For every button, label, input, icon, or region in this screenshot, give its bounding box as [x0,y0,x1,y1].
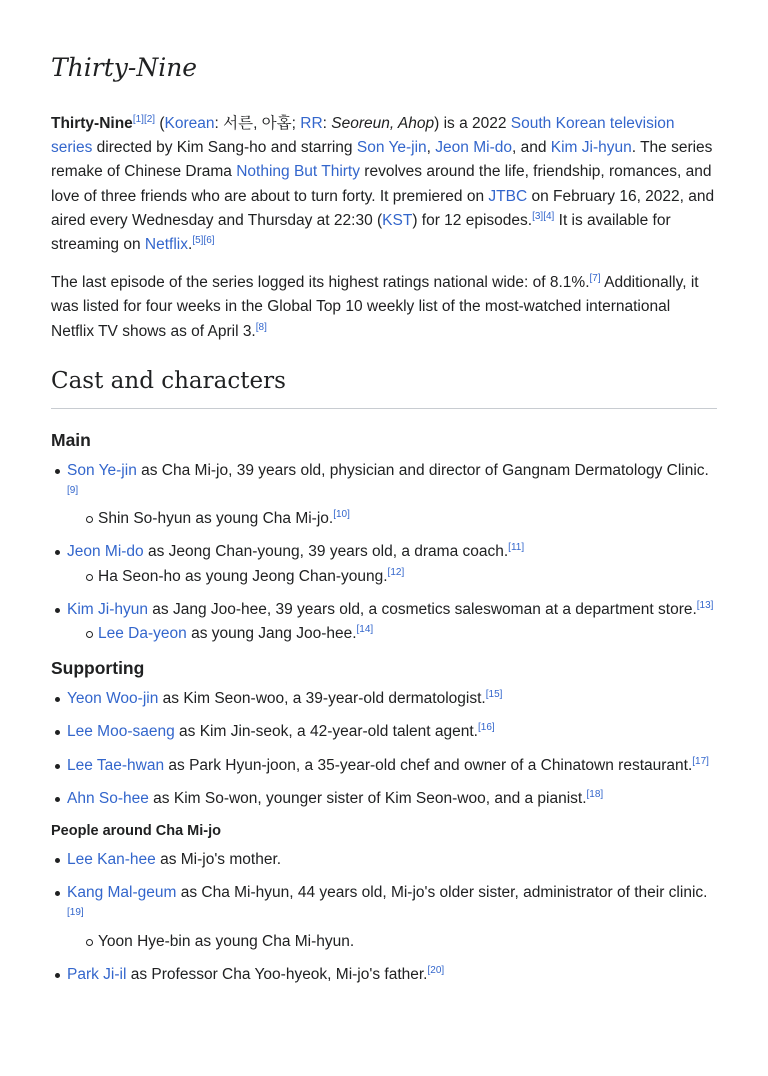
article [0,52,768,1076]
page-title: Thirty-Nine [51,53,198,82]
ref-link[interactable]: [13] [696,599,714,611]
ref-link[interactable]: [14] [356,623,374,635]
role-text: as Cha Mi-hyun, 44 years old, Mi-jo's older sister, administrator of their clinic. [176,884,708,902]
ref-link[interactable]: [10] [333,509,350,521]
role-text: as Mi-jo's mother. [155,851,282,869]
actor-link[interactable]: Lee Moo-saeng [67,723,175,741]
role-text: Yoon Hye-bin as young Cha Mi-hyun. [98,932,355,950]
ref-link[interactable]: [7] [589,273,601,285]
ref-link[interactable]: [18] [586,788,604,800]
role-text: as young Jang Joo-hee. [186,625,357,643]
kst-link[interactable]: KST [382,211,413,229]
subsection-heading-supporting: Supporting [51,658,145,679]
section-heading-cast: Cast and characters [51,366,717,409]
star-link[interactable]: Kim Ji-hyun [550,139,632,157]
ratings-paragraph [51,271,717,344]
actor-link[interactable]: Son Ye-jin [67,461,137,479]
list-item [67,540,717,588]
ref-link[interactable]: [20] [427,964,445,976]
role-text: as Park Hyun-joon, a 35-year-old chef and owner of a Chinatown restaurant. [164,756,693,774]
intro-paragraph [51,112,717,257]
role-text: as Kim Jin-seok, a 42-year-old talent agent. [174,723,478,741]
list-item [67,848,717,872]
intro-text: . The series remake of Chinese Drama [51,139,713,181]
intro-text: : 서른, 아홉; [214,115,301,132]
actor-link[interactable]: Kim Ji-hyun [67,600,148,618]
intro-text: . [188,236,193,254]
actor-link[interactable]: Park Ji-il [67,965,127,983]
list-item [67,881,717,954]
intro-text: ) for 12 episodes. [412,211,533,229]
intro-text: on February 16, 2022, and aired every Wednesday and Thursday at 22:30 ( [51,187,715,229]
ratings-text: The last episode of the series logged its highest ratings national wide: of 8.1%. [51,274,590,292]
supporting-cast-list [51,687,717,811]
list-item [67,787,717,811]
list-item [67,687,717,711]
intro-text: ( [155,115,165,132]
actor-link[interactable]: Kang Mal-geum [67,884,177,902]
role-text: as Kim Seon-woo, a 39-year-old dermatologist. [158,690,486,708]
sub-list-item [98,622,717,646]
list-item [67,963,717,987]
role-text: Ha Seon-ho as young Jeong Chan-young. [98,567,388,585]
ref-link[interactable]: [1] [132,113,144,125]
network-link[interactable]: JTBC [488,187,528,205]
intro-text: , and [511,139,551,157]
group-heading-around-cha-mi-jo: People around Cha Mi-jo [51,823,221,840]
ratings-text: Additionally, it was listed for four weeks in the Global Top 10 weekly list of the most-watched international Netflix TV shows as of April 3. [51,274,699,340]
star-link[interactable]: Son Ye-jin [356,139,427,157]
ref-link[interactable]: [4] [543,210,555,222]
ref-link[interactable]: [9] [67,484,79,496]
actor-link[interactable]: Ahn So-hee [67,789,149,807]
sub-list-item [98,930,717,954]
role-text: as Kim So-won, younger sister of Kim Seon-woo, and a pianist. [148,789,587,807]
around-cast-list [51,848,717,987]
role-text: as Jang Joo-hee, 39 years old, a cosmetics saleswoman at a department store. [147,600,697,618]
rr-link[interactable]: RR [300,115,323,132]
ref-link[interactable]: [12] [387,566,405,578]
role-text: Shin So-hyun as young Cha Mi-jo. [98,510,334,528]
intro-text: ) is a 2022 [434,115,511,132]
star-link[interactable]: Jeon Mi-do [435,139,512,157]
actor-link[interactable]: Lee Tae-hwan [67,756,165,774]
sub-list-item [98,565,717,589]
sub-list [67,507,717,531]
main-cast-list [51,459,717,646]
subsection-heading-main: Main [51,429,91,450]
list-item [67,720,717,744]
list-item [67,754,717,778]
ref-link[interactable]: [6] [203,234,215,246]
ref-link[interactable]: [17] [692,755,709,767]
korean-link[interactable]: Korean [164,115,215,132]
ref-link[interactable]: [5] [192,234,204,246]
role-text: as Professor Cha Yoo-hyeok, Mi-jo's father. [126,965,428,983]
genre-link[interactable]: South Korean television series [51,115,675,157]
ref-link[interactable]: [19] [67,907,84,919]
ref-link[interactable]: [2] [143,113,156,125]
sub-list [67,565,717,589]
drama-link[interactable]: Nothing But Thirty [236,163,360,181]
sub-list-item [98,507,717,531]
netflix-link[interactable]: Netflix [144,236,188,254]
ref-link[interactable]: [15] [485,689,503,701]
actor-link[interactable]: Jeon Mi-do [67,543,144,561]
ref-link[interactable]: [16] [477,722,495,734]
intro-text: revolves around the life, friendship, romances, and love of three friends who are about to turn forty. It premiered on [51,163,712,205]
list-item [67,598,717,646]
intro-bold-title: Thirty-Nine [51,115,133,132]
intro-text: directed by Kim Sang-ho and starring [92,139,357,157]
actor-link[interactable]: Lee Da-yeon [98,625,187,643]
sub-list [67,622,717,646]
sub-list [67,930,717,954]
intro-text: : [322,115,332,132]
list-item [67,459,717,532]
intro-text: , [426,139,436,157]
role-text: as Cha Mi-jo, 39 years old, physician and director of Gangnam Dermatology Clinic. [136,461,709,479]
ref-link[interactable]: [3] [532,210,544,222]
role-text: as Jeong Chan-young, 39 years old, a drama coach. [143,543,509,561]
ref-link[interactable]: [8] [255,321,267,333]
actor-link[interactable]: Yeon Woo-jin [67,690,159,708]
intro-text: It is available for streaming on [51,211,671,254]
ref-link[interactable]: [11] [508,542,525,554]
romanized-title: Seoreun, Ahop [331,115,435,132]
actor-link[interactable]: Lee Kan-hee [67,851,156,869]
